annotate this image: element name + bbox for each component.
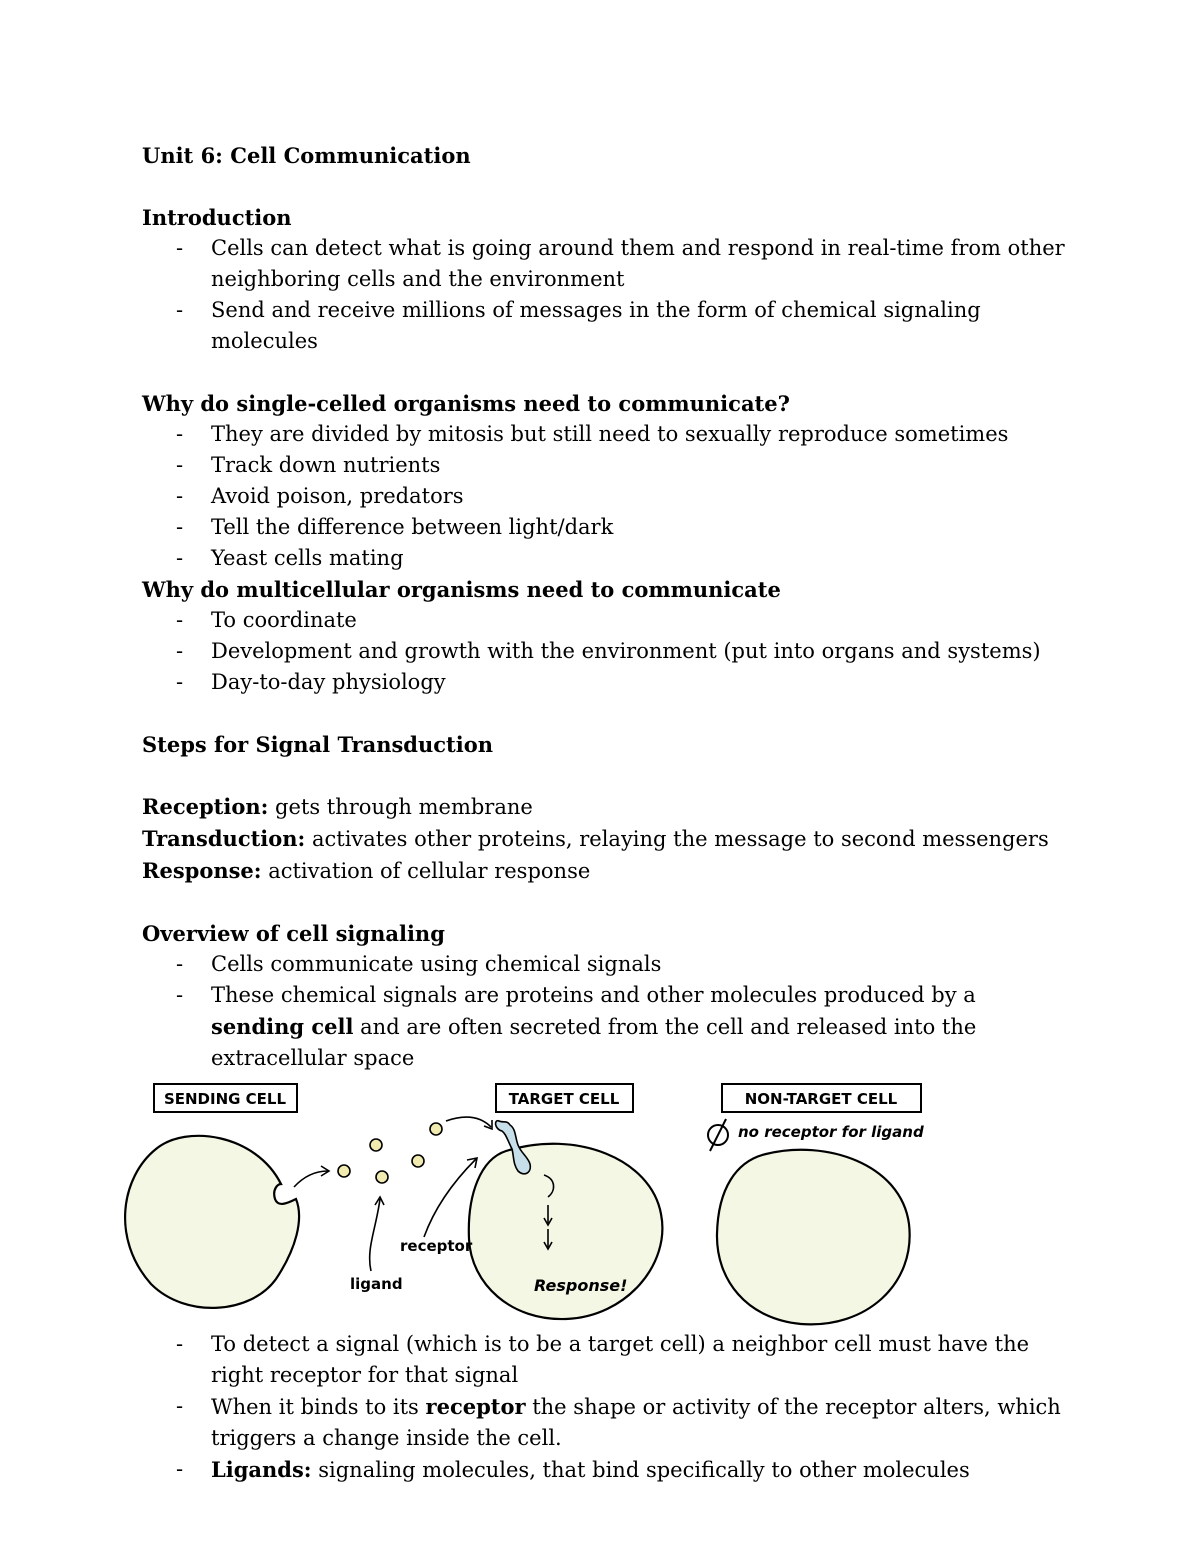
receptor-label: receptor	[400, 1237, 473, 1255]
non-target-cell-label: NON-TARGET CELL	[744, 1090, 898, 1108]
list-item: - Development and growth with the environment (put into organs and systems)	[142, 636, 1072, 667]
list-item: - Send and receive millions of messages in the form of chemical signaling molecules	[142, 295, 1072, 357]
document-page	[142, 140, 1072, 1486]
response-text: activation of cellular response	[261, 859, 591, 883]
sending-cell	[125, 1136, 299, 1308]
ligand-label: ligand	[350, 1275, 403, 1293]
list-item: - Track down nutrients	[142, 450, 1072, 481]
transduction-label: Transduction:	[142, 826, 306, 851]
list-item: - Avoid poison, predators	[142, 481, 1072, 512]
cell-signaling-diagram	[66, 1079, 996, 1329]
reception-line	[142, 791, 1072, 823]
response-figure-label: Response!	[534, 1276, 628, 1295]
no-receptor-label: no receptor for ligand	[738, 1123, 924, 1141]
transduction-text: activates other proteins, relaying the message to second messengers	[305, 827, 1049, 851]
multicellular-heading: Why do multicellular organisms need to communicate	[142, 577, 781, 602]
intro-heading: Introduction	[142, 205, 292, 230]
list-item: - Cells can detect what is going around them and respond in real-time from other neighboring cells and the environment	[142, 233, 1071, 295]
secretion-arrow	[294, 1171, 328, 1187]
multicellular-list	[142, 605, 1072, 698]
reception-text: gets through membrane	[268, 795, 533, 819]
list-item: - When it binds to its receptor the shape or activity of the receptor alters, which triggers a change inside the cell.	[142, 1391, 1071, 1454]
overview-list-continued	[142, 1329, 1072, 1486]
steps-heading: Steps for Signal Transduction	[142, 732, 494, 757]
list-item: - Day-to-day physiology	[142, 667, 1072, 698]
target-cell-label: TARGET CELL	[508, 1090, 620, 1108]
list-item: - Tell the difference between light/dark	[142, 512, 1072, 543]
list-item: - Ligands: signaling molecules, that bind specifically to other molecules	[142, 1454, 1072, 1486]
ligand-molecules	[338, 1123, 442, 1183]
overview-list	[142, 949, 1072, 1074]
overview-heading: Overview of cell signaling	[142, 921, 445, 946]
single-celled-heading: Why do single-celled organisms need to communicate?	[142, 391, 790, 416]
list-item: - Yeast cells mating	[142, 543, 1072, 574]
ligand-arrow	[370, 1199, 380, 1271]
non-target-cell	[717, 1150, 910, 1325]
cell-signaling-figure	[66, 1079, 996, 1329]
response-label: Response:	[142, 858, 262, 883]
sending-cell-label: SENDING CELL	[163, 1090, 287, 1108]
list-item: - These chemical signals are proteins and other molecules produced by a sending cell and are often secreted from the cell and released into the extracellular space	[142, 980, 1071, 1074]
single-celled-list	[142, 419, 1072, 574]
intro-list	[142, 233, 1072, 357]
response-line	[142, 855, 1072, 887]
list-item: - They are divided by mitosis but still need to sexually reproduce sometimes	[142, 419, 1072, 450]
reception-label: Reception:	[142, 794, 269, 819]
list-item: - To coordinate	[142, 605, 1072, 636]
page-title: Unit 6: Cell Communication	[142, 143, 471, 168]
list-item: - Cells communicate using chemical signals	[142, 949, 1072, 980]
list-item: - To detect a signal (which is to be a target cell) a neighbor cell must have the right receptor for that signal	[142, 1329, 1071, 1391]
transduction-line	[142, 823, 1072, 855]
